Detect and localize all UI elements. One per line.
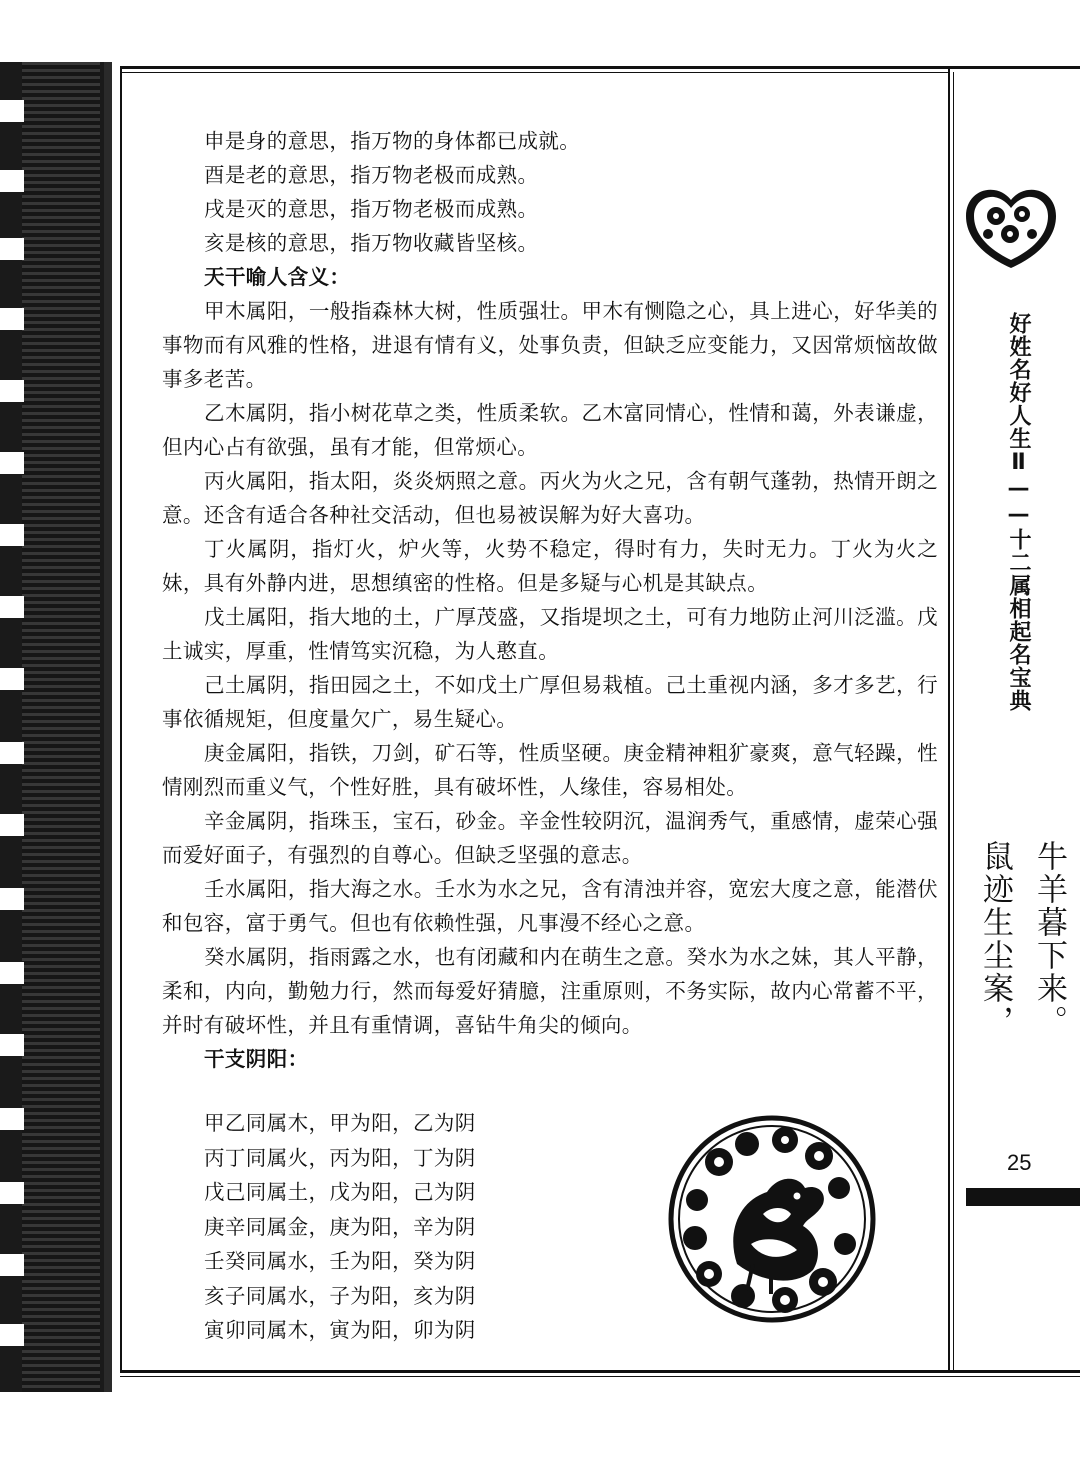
- paragraph: 己土属阴，指田园之土，不如戊土广厚但易栽植。己土重视内涵，多才多艺，行事依循规矩，但度量欠广，易生疑心。: [162, 673, 938, 731]
- paragraph: 戊土属阳，指大地的土，广厚茂盛，又指堤坝之土，可有力地防止河川泛滥。戊土诚实，厚重，性情笃实沉稳，为人憨直。: [162, 605, 938, 663]
- paragraph: 乙木属阴，指小树花草之类，性质柔软。乙木富同情心，性情和蔼，外表谦虚，但内心占有欲强，虽有才能，但常烦心。: [162, 401, 938, 459]
- paragraph: 酉是老的意思，指万物老极而成熟。: [204, 163, 539, 187]
- poem-line-2: 鼠迹生尘案，: [977, 840, 1013, 1038]
- series-title: 好姓名好人生Ⅱ——十二属相起名宝典: [1006, 312, 1031, 712]
- bottom-rule: [120, 1370, 1080, 1373]
- stem-pair-line: 寅卯同属木，寅为阳，卯为阴: [204, 1318, 476, 1342]
- paragraph: 甲木属阳，一般指森林大树，性质强壮。甲木有恻隐之心，具上进心，好华美的事物而有风雅的性格，进退有情有义，处事负责，但缺乏应变能力，又因常烦恼故做事多老苦。: [162, 299, 938, 391]
- page-number: 25: [1007, 1150, 1032, 1175]
- rooster-paper-cut-image: [667, 1114, 877, 1324]
- paragraph: 亥是核的意思，指万物收藏皆坚核。: [204, 231, 539, 255]
- paragraph: 壬水属阳，指大海之水。壬水为水之兄，含有清浊并容，宽宏大度之意，能潜伏和包容，富于勇气。但也有依赖性强，凡事漫不经心之意。: [162, 877, 938, 935]
- stem-pair-line: 甲乙同属木，甲为阳，乙为阴: [204, 1111, 476, 1135]
- paragraph: 丁火属阴，指灯火，炉火等，火势不稳定，得时有力，失时无力。丁火为火之妹，具有外静内进，思想缜密的性格。但是多疑与心机是其缺点。: [162, 537, 938, 595]
- book-binding: [0, 62, 112, 1392]
- paragraph: 戌是灭的意思，指万物老极而成熟。: [204, 197, 539, 221]
- section-heading: 干支阴阳：: [204, 1047, 309, 1071]
- stem-pair-line: 戊己同属土，戊为阳，己为阴: [204, 1180, 476, 1204]
- paragraph: 庚金属阳，指铁，刀剑，矿石等，性质坚硬。庚金精神粗犷豪爽，意气轻躁，性情刚烈而重义气，个性好胜，具有破坏性，人缘佳，容易相处。: [162, 741, 938, 799]
- floral-emblem-image: [964, 186, 1058, 270]
- paragraph: 申是身的意思，指万物的身体都已成就。: [204, 129, 581, 153]
- top-rule: [120, 66, 1080, 69]
- paragraph: 丙火属阳，指太阳，炎炎炳照之意。丙火为火之兄，含有朝气蓬勃，热情开朗之意。还含有适合各种社交活动，但也易被误解为好大喜功。: [162, 469, 938, 527]
- stem-pair-line: 壬癸同属水，壬为阳，癸为阴: [204, 1249, 476, 1273]
- section-heading: 天干喻人含义：: [204, 265, 351, 289]
- paragraph: 癸水属阴，指雨露之水，也有闭藏和内在萌生之意。癸水为水之妹，其人平静，柔和，内向，勤勉力行，然而每爱好猜臆，注重原则，不务实际，故内心常蓄不平，并时有破坏性，并且有重情调，喜钻牛角尖的倾向。: [162, 945, 938, 1037]
- stem-pair-list: [204, 1106, 476, 1348]
- paragraph: 辛金属阴，指珠玉，宝石，砂金。辛金性较阴沉，温润秀气，重感情，虚荣心强而爱好面子，有强烈的自尊心。但缺乏坚强的意志。: [162, 809, 938, 867]
- page-marker-bar: [966, 1188, 1080, 1206]
- body-text: [162, 124, 938, 1076]
- stem-pair-line: 丙丁同属火，丙为阳，丁为阴: [204, 1145, 476, 1170]
- stem-pair-line: 庚辛同属金，庚为阳，辛为阴: [204, 1214, 476, 1239]
- sidebar-rule: [948, 66, 950, 1372]
- left-rule: [120, 66, 122, 1372]
- poem-line-1: 牛羊暮下来。: [1031, 840, 1067, 1038]
- stem-pair-line: 亥子同属水，子为阳，亥为阴: [204, 1283, 476, 1308]
